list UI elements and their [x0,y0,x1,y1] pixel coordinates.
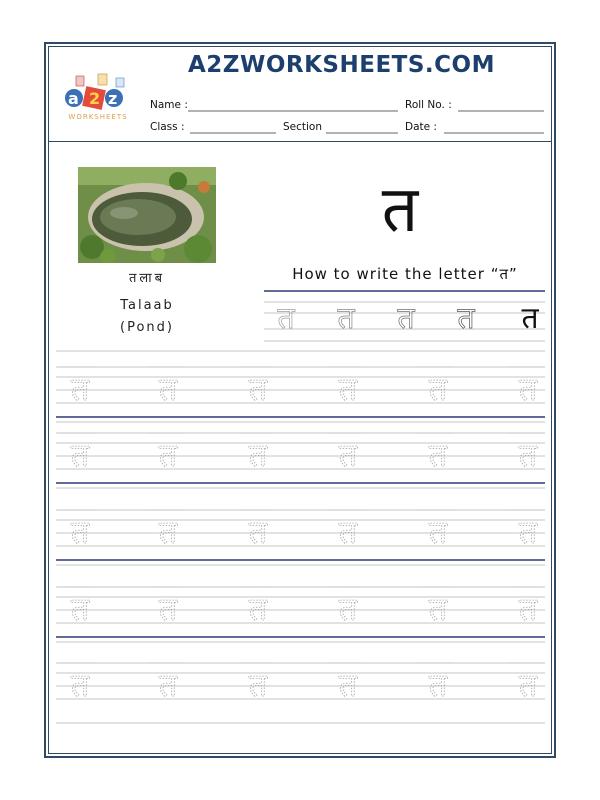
trace-letter: त [428,370,448,408]
trace-letter: त [70,666,90,704]
trace-letter: त [338,513,358,551]
svg-text:a: a [68,89,79,108]
svg-text:z: z [108,89,118,108]
stroke-order-step-1: त [277,301,295,336]
trace-letter: त [248,436,268,474]
class-label: Class : [150,121,185,133]
site-title: A2ZWORKSHEETS.COM [188,52,495,78]
trace-letter: त [338,370,358,408]
trace-letter: त [518,370,538,408]
trace-letter: त [70,436,90,474]
word-meaning: (Pond) [120,320,174,335]
section-label: Section [283,121,323,133]
trace-letter: त [428,436,448,474]
stroke-order-step-4: त [457,301,475,336]
stroke-order-step-3: त [397,301,415,336]
trace-letter: त [518,590,538,628]
trace-letter: त [518,666,538,704]
svg-text:2: 2 [89,89,101,108]
trace-letter: त [518,436,538,474]
stroke-order-step-5: त [521,301,539,336]
instruction-text: How to write the letter “त” [292,265,518,283]
trace-letter: त [428,590,448,628]
trace-letter: त [248,370,268,408]
trace-letter: त [158,370,178,408]
trace-letter: त [338,436,358,474]
trace-letter: त [428,666,448,704]
trace-letter: त [248,666,268,704]
trace-letter: त [338,590,358,628]
stroke-order-step-2: त [337,301,355,336]
trace-letter: त [158,666,178,704]
trace-letter: त [158,436,178,474]
trace-letter: त [428,513,448,551]
word-hindi: तलाब [128,271,165,286]
trace-letter: त [158,513,178,551]
trace-letter: त [518,513,538,551]
trace-letter: त [70,513,90,551]
trace-letter: त [158,590,178,628]
date-label: Date : [405,121,437,133]
trace-letter: त [248,513,268,551]
trace-letter: त [248,590,268,628]
logo-caption: WORKSHEETS [68,113,128,121]
trace-letter: त [70,590,90,628]
featured-letter: त [381,173,419,247]
trace-letter: त [338,666,358,704]
roll-label: Roll No. : [405,99,452,111]
trace-letter: त [70,370,90,408]
name-label: Name : [150,99,188,111]
word-english: Talaab [120,298,174,313]
